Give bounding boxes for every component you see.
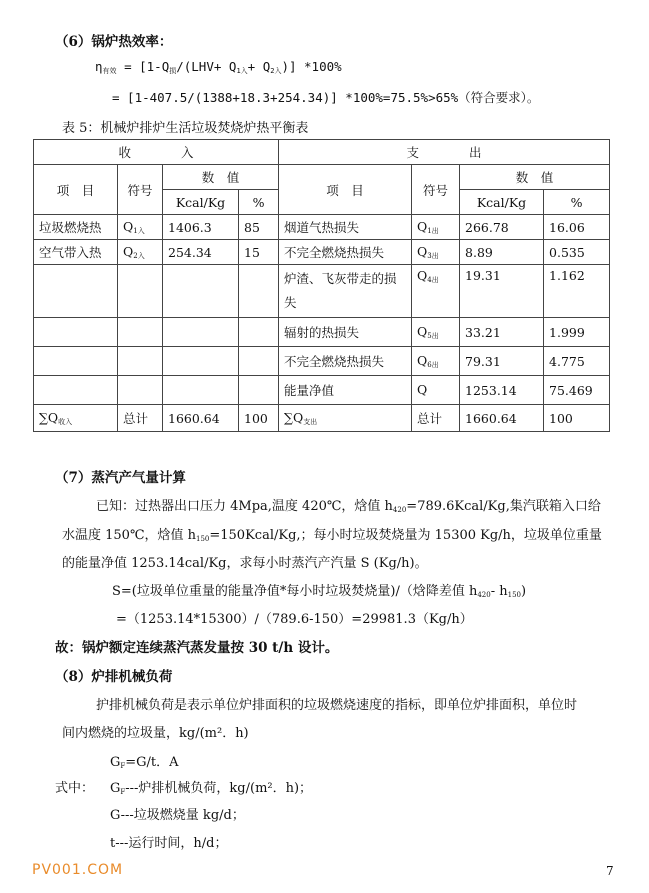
expense-pct: 1.162: [544, 265, 610, 318]
table-subheader-row: [34, 165, 610, 190]
section7-title: （7）蒸汽产气量计算: [55, 470, 186, 486]
expense-value: 266.78: [460, 215, 544, 240]
grate-load-formula: $G_F=G/t$．A: [110, 755, 179, 770]
expense-value: 33.21: [460, 318, 544, 347]
income-total-label: $\sum Q_{收入}$: [34, 405, 118, 432]
table-row: [34, 318, 610, 347]
page-number: 7: [606, 864, 614, 878]
where-label: 式中：: [55, 781, 95, 796]
expense-symbol: $Q_{3出}$: [412, 240, 460, 265]
income-item-header: 项 目: [34, 165, 118, 215]
income-pct: 85: [239, 215, 279, 240]
steam-calculation: =（1253.14*15300）/（789.6-150）=29981.3（Kg/h）: [116, 612, 473, 627]
income-header: 收 入: [34, 140, 279, 165]
table-total-row: [34, 405, 610, 432]
expense-value: 8.89: [460, 240, 544, 265]
expense-value: 1253.14: [460, 376, 544, 405]
income-item: 垃圾燃烧热: [34, 215, 118, 240]
expense-pct: 4.775: [544, 347, 610, 376]
expense-item-header: 项 目: [279, 165, 412, 215]
definition-gf: $G_F---$炉排机械负荷，kg/(m²．h)；: [110, 781, 313, 796]
section7-para-line2: 水温度 150℃，焓值 $h_{150}=150Kcal/Kg$,；每小时垃圾焚烧量为 15300 Kg/h，垃圾单位重量: [62, 528, 602, 543]
expense-total-text: 总计: [412, 405, 460, 432]
income-symbol: $Q_{1入}$: [118, 215, 163, 240]
income-unit-kcal: Kcal/Kg: [163, 190, 239, 215]
expense-symbol: Q: [412, 376, 460, 405]
expense-pct: 0.535: [544, 240, 610, 265]
efficiency-formula: $\eta_{有效} = [1-Q_损/(LHV+ Q_{1入}+ Q_{2入})]$ *100%: [95, 59, 342, 75]
income-total-value: 1660.64: [163, 405, 239, 432]
expense-item: 不完全燃烧热损失: [279, 240, 412, 265]
expense-symbol: $Q_{1出}$: [412, 215, 460, 240]
expense-unit-kcal: Kcal/Kg: [460, 190, 544, 215]
steam-conclusion: 故：锅炉额定连续蒸汽蒸发量按 30 t/h 设计。: [55, 640, 339, 656]
income-total-text: 总计: [118, 405, 163, 432]
expense-total-label: $\sum Q_{支出}$: [279, 405, 412, 432]
watermark-logo: PV001.COM: [32, 862, 124, 878]
expense-value: 79.31: [460, 347, 544, 376]
definition-g: G---垃圾燃烧量 kg/d；: [110, 808, 245, 823]
expense-symbol: $Q_{4出}$: [412, 265, 460, 318]
income-symbol: $Q_{2入}$: [118, 240, 163, 265]
expense-item: 炉渣、飞灰带走的损失: [279, 265, 412, 318]
income-symbol-header: 符号: [118, 165, 163, 215]
expense-pct: 1.999: [544, 318, 610, 347]
income-unit-pct: %: [239, 190, 279, 215]
expense-item: 辐射的热损失: [279, 318, 412, 347]
table-header-row: [34, 140, 610, 165]
expense-header: 支 出: [279, 140, 610, 165]
table-caption: 表 5：机械炉排炉生活垃圾焚烧炉热平衡表: [62, 121, 309, 136]
income-pct: 15: [239, 240, 279, 265]
section7-para-line3: 的能量净值 1253.14cal/Kg，求每小时蒸汽产汽量 S (Kg/h)。: [62, 556, 428, 571]
expense-pct: 75.469: [544, 376, 610, 405]
section8-title: （8）炉排机械负荷: [55, 669, 173, 685]
expense-value: 19.31: [460, 265, 544, 318]
expense-symbol-header: 符号: [412, 165, 460, 215]
expense-total-pct: 100: [544, 405, 610, 432]
heat-balance-table: [33, 139, 610, 432]
income-total-pct: 100: [239, 405, 279, 432]
efficiency-calculation: = [1-407.5/(1388+18.3+254.34)] *100%=75.5%>65%（符合要求）。: [112, 90, 540, 105]
expense-item: 烟道气热损失: [279, 215, 412, 240]
table-row: [34, 347, 610, 376]
expense-value-header: 数 值: [460, 165, 610, 190]
expense-item: 能量净值: [279, 376, 412, 405]
section7-para-line1: 已知：过热器出口压力 4Mpa,温度 420℃，焓值 $h_{420}=789.6Kcal/Kg$,集汽联箱入口给: [96, 499, 601, 514]
table-row: [34, 265, 610, 318]
income-item: 空气带入热: [34, 240, 118, 265]
expense-symbol: $Q_{5出}$: [412, 318, 460, 347]
table-row: [34, 240, 610, 265]
expense-total-value: 1660.64: [460, 405, 544, 432]
table-row: [34, 376, 610, 405]
income-value: 254.34: [163, 240, 239, 265]
section8-para-line1: 护排机械负荷是表示单位炉排面积的垃圾燃烧速度的指标，即单位炉排面积，单位时: [96, 698, 578, 713]
section6-title: （6）锅炉热效率：: [55, 34, 173, 50]
income-value: 1406.3: [163, 215, 239, 240]
table-row: [34, 215, 610, 240]
definition-t: t---运行时间，h/d；: [110, 836, 228, 851]
expense-pct: 16.06: [544, 215, 610, 240]
section8-para-line2: 间内燃烧的垃圾量，kg/(m²．h): [62, 726, 249, 741]
expense-symbol: $Q_{6出}$: [412, 347, 460, 376]
expense-unit-pct: %: [544, 190, 610, 215]
income-value-header: 数 值: [163, 165, 279, 190]
steam-formula: S=(垃圾单位重量的能量净值*每小时垃圾焚烧量)/（焓降差值 $h_{420}-$ $h_{150}$): [112, 584, 527, 599]
expense-item: 不完全燃烧热损失: [279, 347, 412, 376]
